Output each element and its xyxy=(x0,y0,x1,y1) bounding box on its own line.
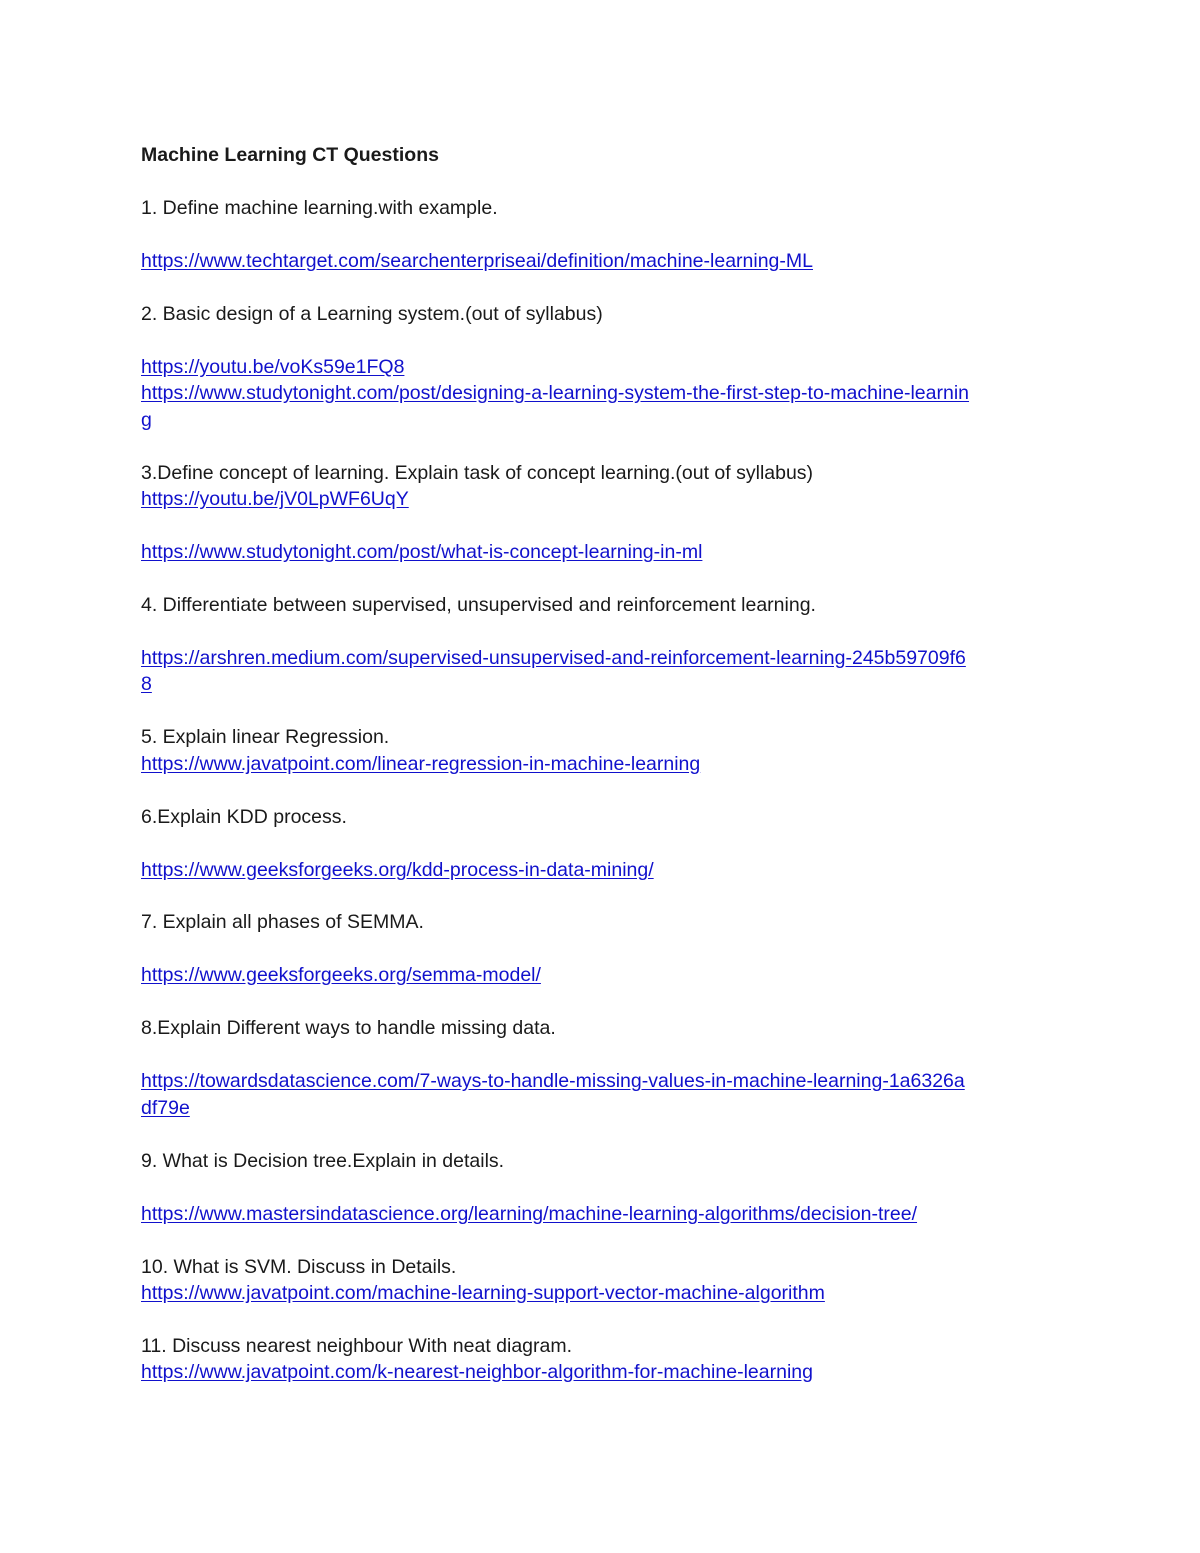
question-8: 8.Explain Different ways to handle missing data. xyxy=(141,1017,556,1039)
link-q4-medium[interactable]: https://arshren.medium.com/supervised-unsupervised-and-reinforcement-learning-245b59709f6 xyxy=(141,647,966,669)
link-q3-youtube[interactable]: https://youtu.be/jV0LpWF6UqY xyxy=(141,488,409,510)
link-q4-medium-wrap[interactable]: 8 xyxy=(141,673,152,695)
link-q10-javatpoint[interactable]: https://www.javatpoint.com/machine-learning-support-vector-machine-algorithm xyxy=(141,1282,825,1304)
link-q11-javatpoint[interactable]: https://www.javatpoint.com/k-nearest-neighbor-algorithm-for-machine-learning xyxy=(141,1361,813,1383)
link-q3-studytonight[interactable]: https://www.studytonight.com/post/what-is-concept-learning-in-ml xyxy=(141,541,703,563)
question-7: 7. Explain all phases of SEMMA. xyxy=(141,911,424,933)
question-4: 4. Differentiate between supervised, unsupervised and reinforcement learning. xyxy=(141,594,816,616)
document-title: Machine Learning CT Questions xyxy=(141,144,439,166)
question-5: 5. Explain linear Regression. xyxy=(141,726,390,748)
question-3: 3.Define concept of learning. Explain task of concept learning.(out of syllabus) xyxy=(141,462,814,484)
question-10: 10. What is SVM. Discuss in Details. xyxy=(141,1256,457,1278)
link-q8-towardsdatascience[interactable]: https://towardsdatascience.com/7-ways-to-handle-missing-values-in-machine-learning-1a6326a xyxy=(141,1070,965,1092)
question-9: 9. What is Decision tree.Explain in details. xyxy=(141,1150,505,1172)
question-11: 11. Discuss nearest neighbour With neat diagram. xyxy=(141,1335,573,1357)
link-q6-geeksforgeeks[interactable]: https://www.geeksforgeeks.org/kdd-process-in-data-mining/ xyxy=(141,859,654,881)
question-2: 2. Basic design of a Learning system.(out of syllabus) xyxy=(141,303,603,325)
link-q2-studytonight[interactable]: https://www.studytonight.com/post/designing-a-learning-system-the-first-step-to-machine-learnin xyxy=(141,382,970,404)
link-q9-mastersindatascience[interactable]: https://www.mastersindatascience.org/learning/machine-learning-algorithms/decision-tree/ xyxy=(141,1203,918,1225)
link-q5-javatpoint[interactable]: https://www.javatpoint.com/linear-regression-in-machine-learning xyxy=(141,753,701,775)
link-q8-towardsdatascience-wrap[interactable]: df79e xyxy=(141,1097,190,1119)
question-6: 6.Explain KDD process. xyxy=(141,806,347,828)
question-1: 1. Define machine learning.with example. xyxy=(141,197,498,219)
link-q2-studytonight-wrap[interactable]: g xyxy=(141,409,152,431)
link-q1-techtarget[interactable]: https://www.techtarget.com/searchenterpriseai/definition/machine-learning-ML xyxy=(141,250,813,272)
link-q2-youtube[interactable]: https://youtu.be/voKs59e1FQ8 xyxy=(141,356,405,378)
link-q7-geeksforgeeks[interactable]: https://www.geeksforgeeks.org/semma-model/ xyxy=(141,964,541,986)
